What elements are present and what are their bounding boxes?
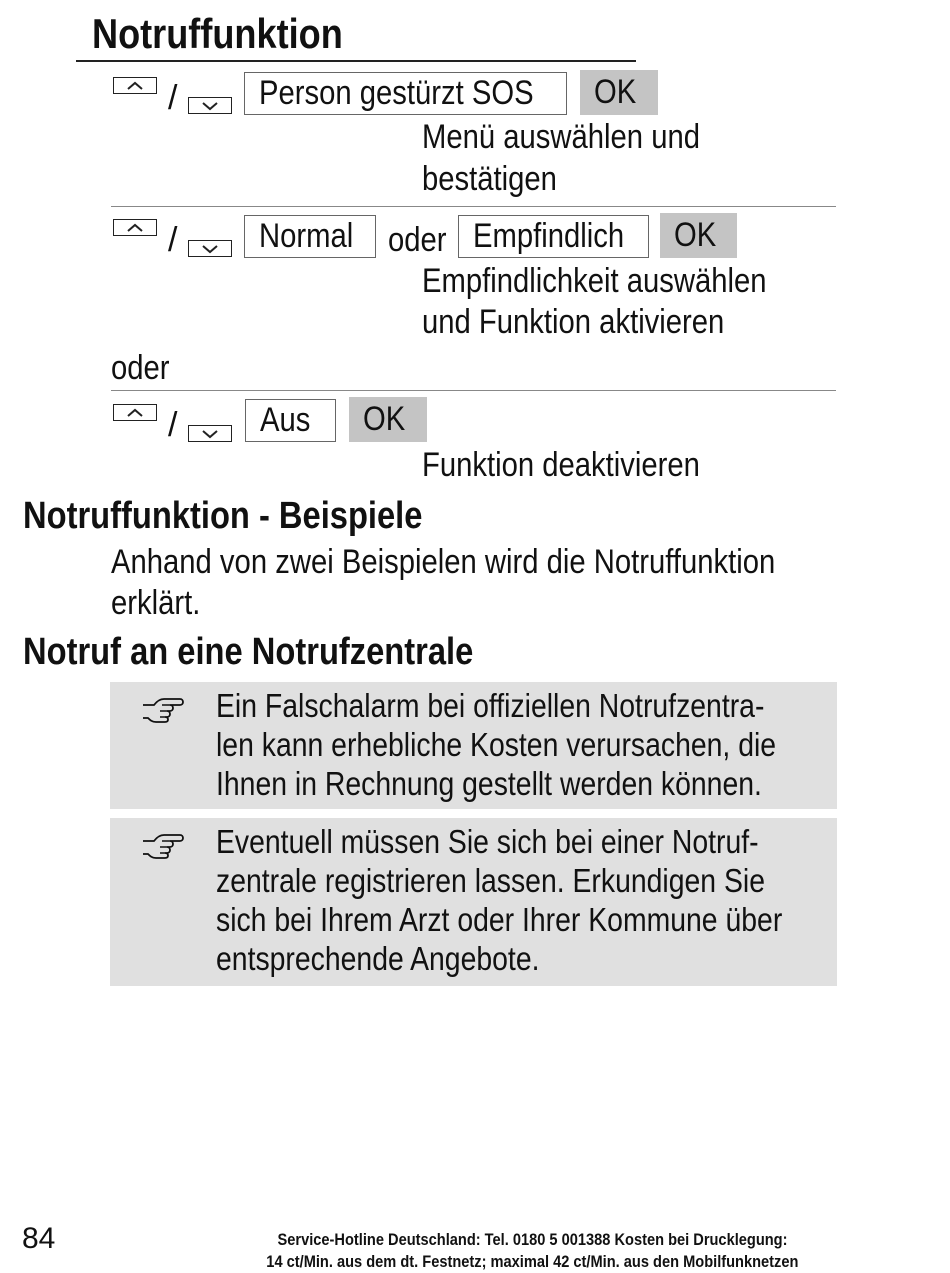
pointing-hand-icon xyxy=(140,832,186,865)
note-text: Ein Falschalarm bei offiziellen Notrufzentra- len kann erhebliche Kosten verursachen, die Ihnen in Rechnung gestellt werden können. xyxy=(216,687,777,802)
pointing-hand-icon xyxy=(140,696,186,729)
examples-text: Anhand von zwei Beispielen wird die Notruffunktion xyxy=(111,543,776,581)
menu-option-normal: Normal xyxy=(244,215,376,258)
note-box xyxy=(110,682,837,809)
examples-text: erklärt. xyxy=(111,584,201,622)
up-arrow-key-icon xyxy=(113,219,157,236)
step-description: Menü auswählen und xyxy=(422,118,700,156)
footer-line: Service-Hotline Deutschland: Tel. 0180 5 001388 Kosten bei Drucklegung: xyxy=(277,1230,788,1249)
step-description: und Funktion aktivieren xyxy=(422,303,725,341)
key-separator: / xyxy=(168,406,178,444)
step-description: Empfindlichkeit auswählen xyxy=(422,262,767,300)
page-number: 84 xyxy=(22,1222,56,1255)
title-underline xyxy=(76,60,636,62)
examples-heading: Notruffunktion - Beispiele xyxy=(23,495,423,537)
step-divider xyxy=(111,206,836,207)
page-title: Notruffunktion xyxy=(92,10,343,57)
footer-line: 14 ct/Min. aus dem dt. Festnetz; maximal 42 ct/Min. aus den Mobilfunknetzen xyxy=(266,1252,799,1271)
step-divider xyxy=(111,390,836,391)
emergency-center-heading: Notruf an eine Notrufzentrale xyxy=(23,631,474,673)
down-arrow-key-icon xyxy=(188,425,232,442)
ok-button: OK xyxy=(349,397,427,442)
note-text: Eventuell müssen Sie sich bei einer Notruf- zentrale registrieren lassen. Erkundigen Sie sich bei Ihrem Arzt oder Ihrer Kommune über entsprechende Angebote. xyxy=(216,823,783,977)
menu-option-empfindlich: Empfindlich xyxy=(458,215,649,258)
ok-button: OK xyxy=(580,70,658,115)
menu-option-person-gestuerzt-sos: Person gestürzt SOS xyxy=(244,72,567,115)
footer-hotline xyxy=(0,1229,950,1251)
up-arrow-key-icon xyxy=(113,404,157,421)
step-description: bestätigen xyxy=(422,160,557,198)
footer-hotline xyxy=(0,1251,950,1273)
key-separator: / xyxy=(168,79,178,117)
menu-option-aus: Aus xyxy=(245,399,336,442)
down-arrow-key-icon xyxy=(188,97,232,114)
ok-button: OK xyxy=(660,213,737,258)
key-separator: / xyxy=(168,221,178,259)
alternative-label: oder xyxy=(111,349,170,387)
step-description: Funktion deaktivieren xyxy=(422,446,700,484)
option-connector: oder xyxy=(388,221,447,259)
note-box xyxy=(110,818,837,986)
up-arrow-key-icon xyxy=(113,77,157,94)
down-arrow-key-icon xyxy=(188,240,232,257)
